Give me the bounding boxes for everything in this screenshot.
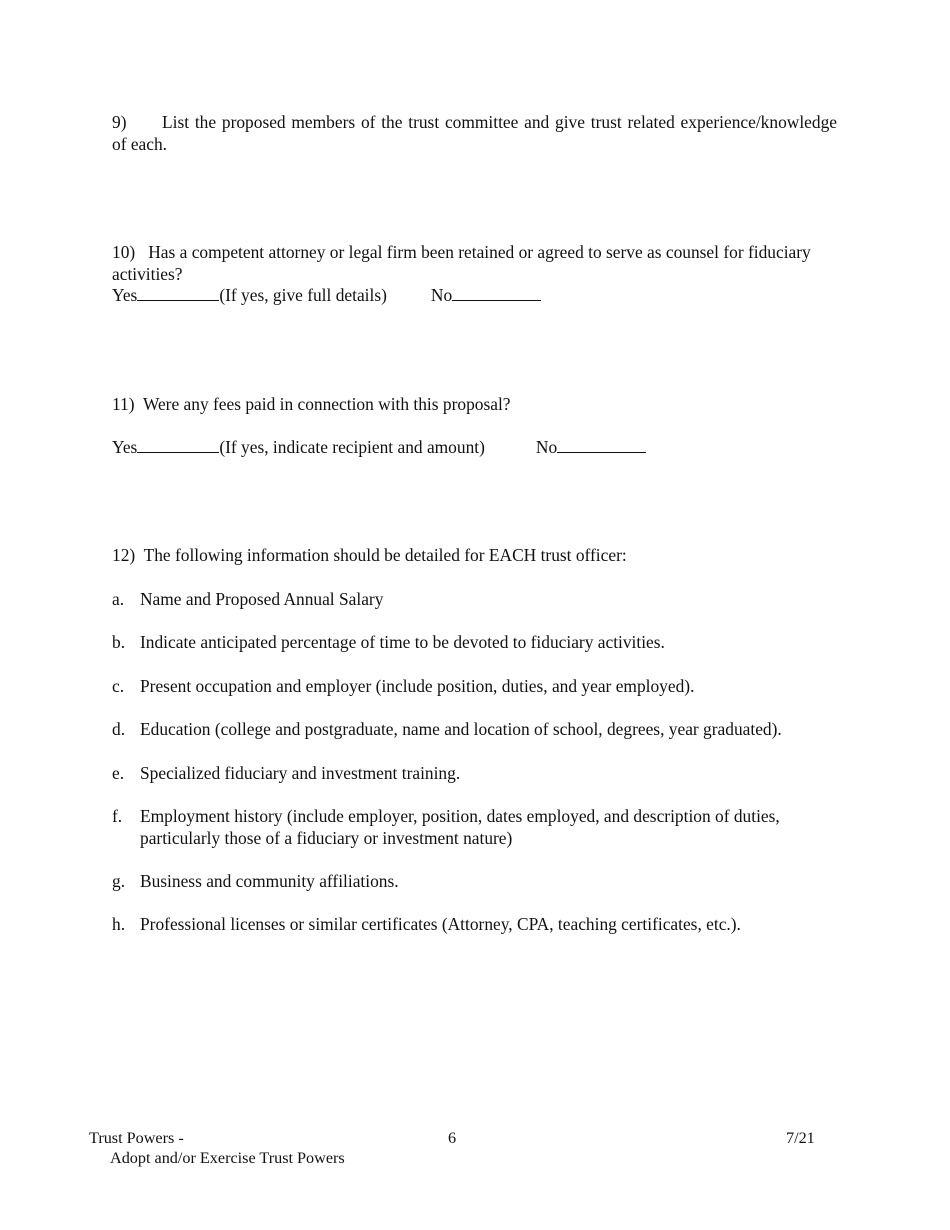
list-item bbox=[112, 589, 837, 611]
footer-title-line1: Trust Powers - bbox=[89, 1129, 184, 1147]
footer-title-line2: Adopt and/or Exercise Trust Powers bbox=[110, 1149, 345, 1167]
list-item-letter: b. bbox=[112, 632, 126, 652]
list-item-letter: e. bbox=[112, 763, 125, 783]
list-item-text: Present occupation and employer (include position, duties, and year employed). bbox=[140, 676, 695, 696]
list-item-letter: c. bbox=[112, 676, 125, 696]
question-10-yes-note: (If yes, give full details) bbox=[219, 285, 387, 305]
footer-revision: 7/21 bbox=[786, 1129, 815, 1147]
list-item-text: Indicate anticipated percentage of time to be devoted to fiduciary activities. bbox=[140, 632, 665, 652]
question-11-text: Were any fees paid in connection with this proposal? bbox=[142, 394, 511, 414]
question-11-number: 11) bbox=[112, 394, 135, 414]
list-item-text: Specialized fiduciary and investment training. bbox=[140, 763, 461, 783]
list-item-text: Education (college and postgraduate, name and location of school, degrees, year graduated). bbox=[140, 719, 782, 739]
question-11-answer-line bbox=[112, 437, 646, 459]
question-10-text: Has a competent attorney or legal firm been retained or agreed to serve as counsel for fiduciary activities? bbox=[112, 242, 811, 284]
list-item-text: Professional licenses or similar certificates (Attorney, CPA, teaching certificates, etc.). bbox=[140, 914, 741, 934]
question-11-no-label: No bbox=[535, 437, 558, 457]
list-item-letter: g. bbox=[112, 871, 126, 891]
list-item-letter: d. bbox=[112, 719, 126, 739]
question-9-number: 9) bbox=[112, 112, 127, 132]
list-item-letter: h. bbox=[112, 914, 126, 934]
question-11-yes-blank[interactable] bbox=[137, 437, 219, 453]
question-9 bbox=[112, 112, 837, 155]
question-11 bbox=[112, 394, 837, 416]
question-11-no-blank[interactable] bbox=[557, 437, 646, 453]
question-12-number: 12) bbox=[112, 545, 136, 565]
list-item-text: Employment history (include employer, position, dates employed, and description of duties, particularly those of a fiduciary or investment nature) bbox=[140, 806, 780, 848]
question-11-yes-label: Yes bbox=[112, 437, 138, 457]
question-10-yes-label: Yes bbox=[112, 285, 138, 305]
list-item bbox=[112, 719, 837, 741]
list-item-letter: a. bbox=[112, 589, 125, 609]
list-item bbox=[112, 914, 837, 936]
list-item bbox=[112, 806, 837, 849]
question-10-no-blank[interactable] bbox=[452, 285, 541, 301]
question-10-no-label: No bbox=[430, 285, 453, 305]
list-item-text: Name and Proposed Annual Salary bbox=[140, 589, 384, 609]
list-item bbox=[112, 676, 837, 698]
list-item-letter: f. bbox=[112, 806, 123, 826]
question-9-text: List the proposed members of the trust committee and give trust related experience/knowledge of each. bbox=[112, 112, 837, 154]
question-10 bbox=[112, 242, 837, 285]
list-item bbox=[112, 632, 837, 654]
question-10-yes-blank[interactable] bbox=[137, 285, 219, 301]
list-item bbox=[112, 871, 837, 893]
question-11-yes-note: (If yes, indicate recipient and amount) bbox=[219, 437, 485, 457]
question-10-number: 10) bbox=[112, 242, 136, 262]
question-12-text: The following information should be detailed for EACH trust officer: bbox=[143, 545, 627, 565]
footer-page-number: 6 bbox=[448, 1129, 457, 1147]
question-10-answer-line bbox=[112, 285, 541, 307]
list-item bbox=[112, 763, 837, 785]
list-item-text: Business and community affiliations. bbox=[140, 871, 399, 891]
question-12 bbox=[112, 545, 837, 567]
